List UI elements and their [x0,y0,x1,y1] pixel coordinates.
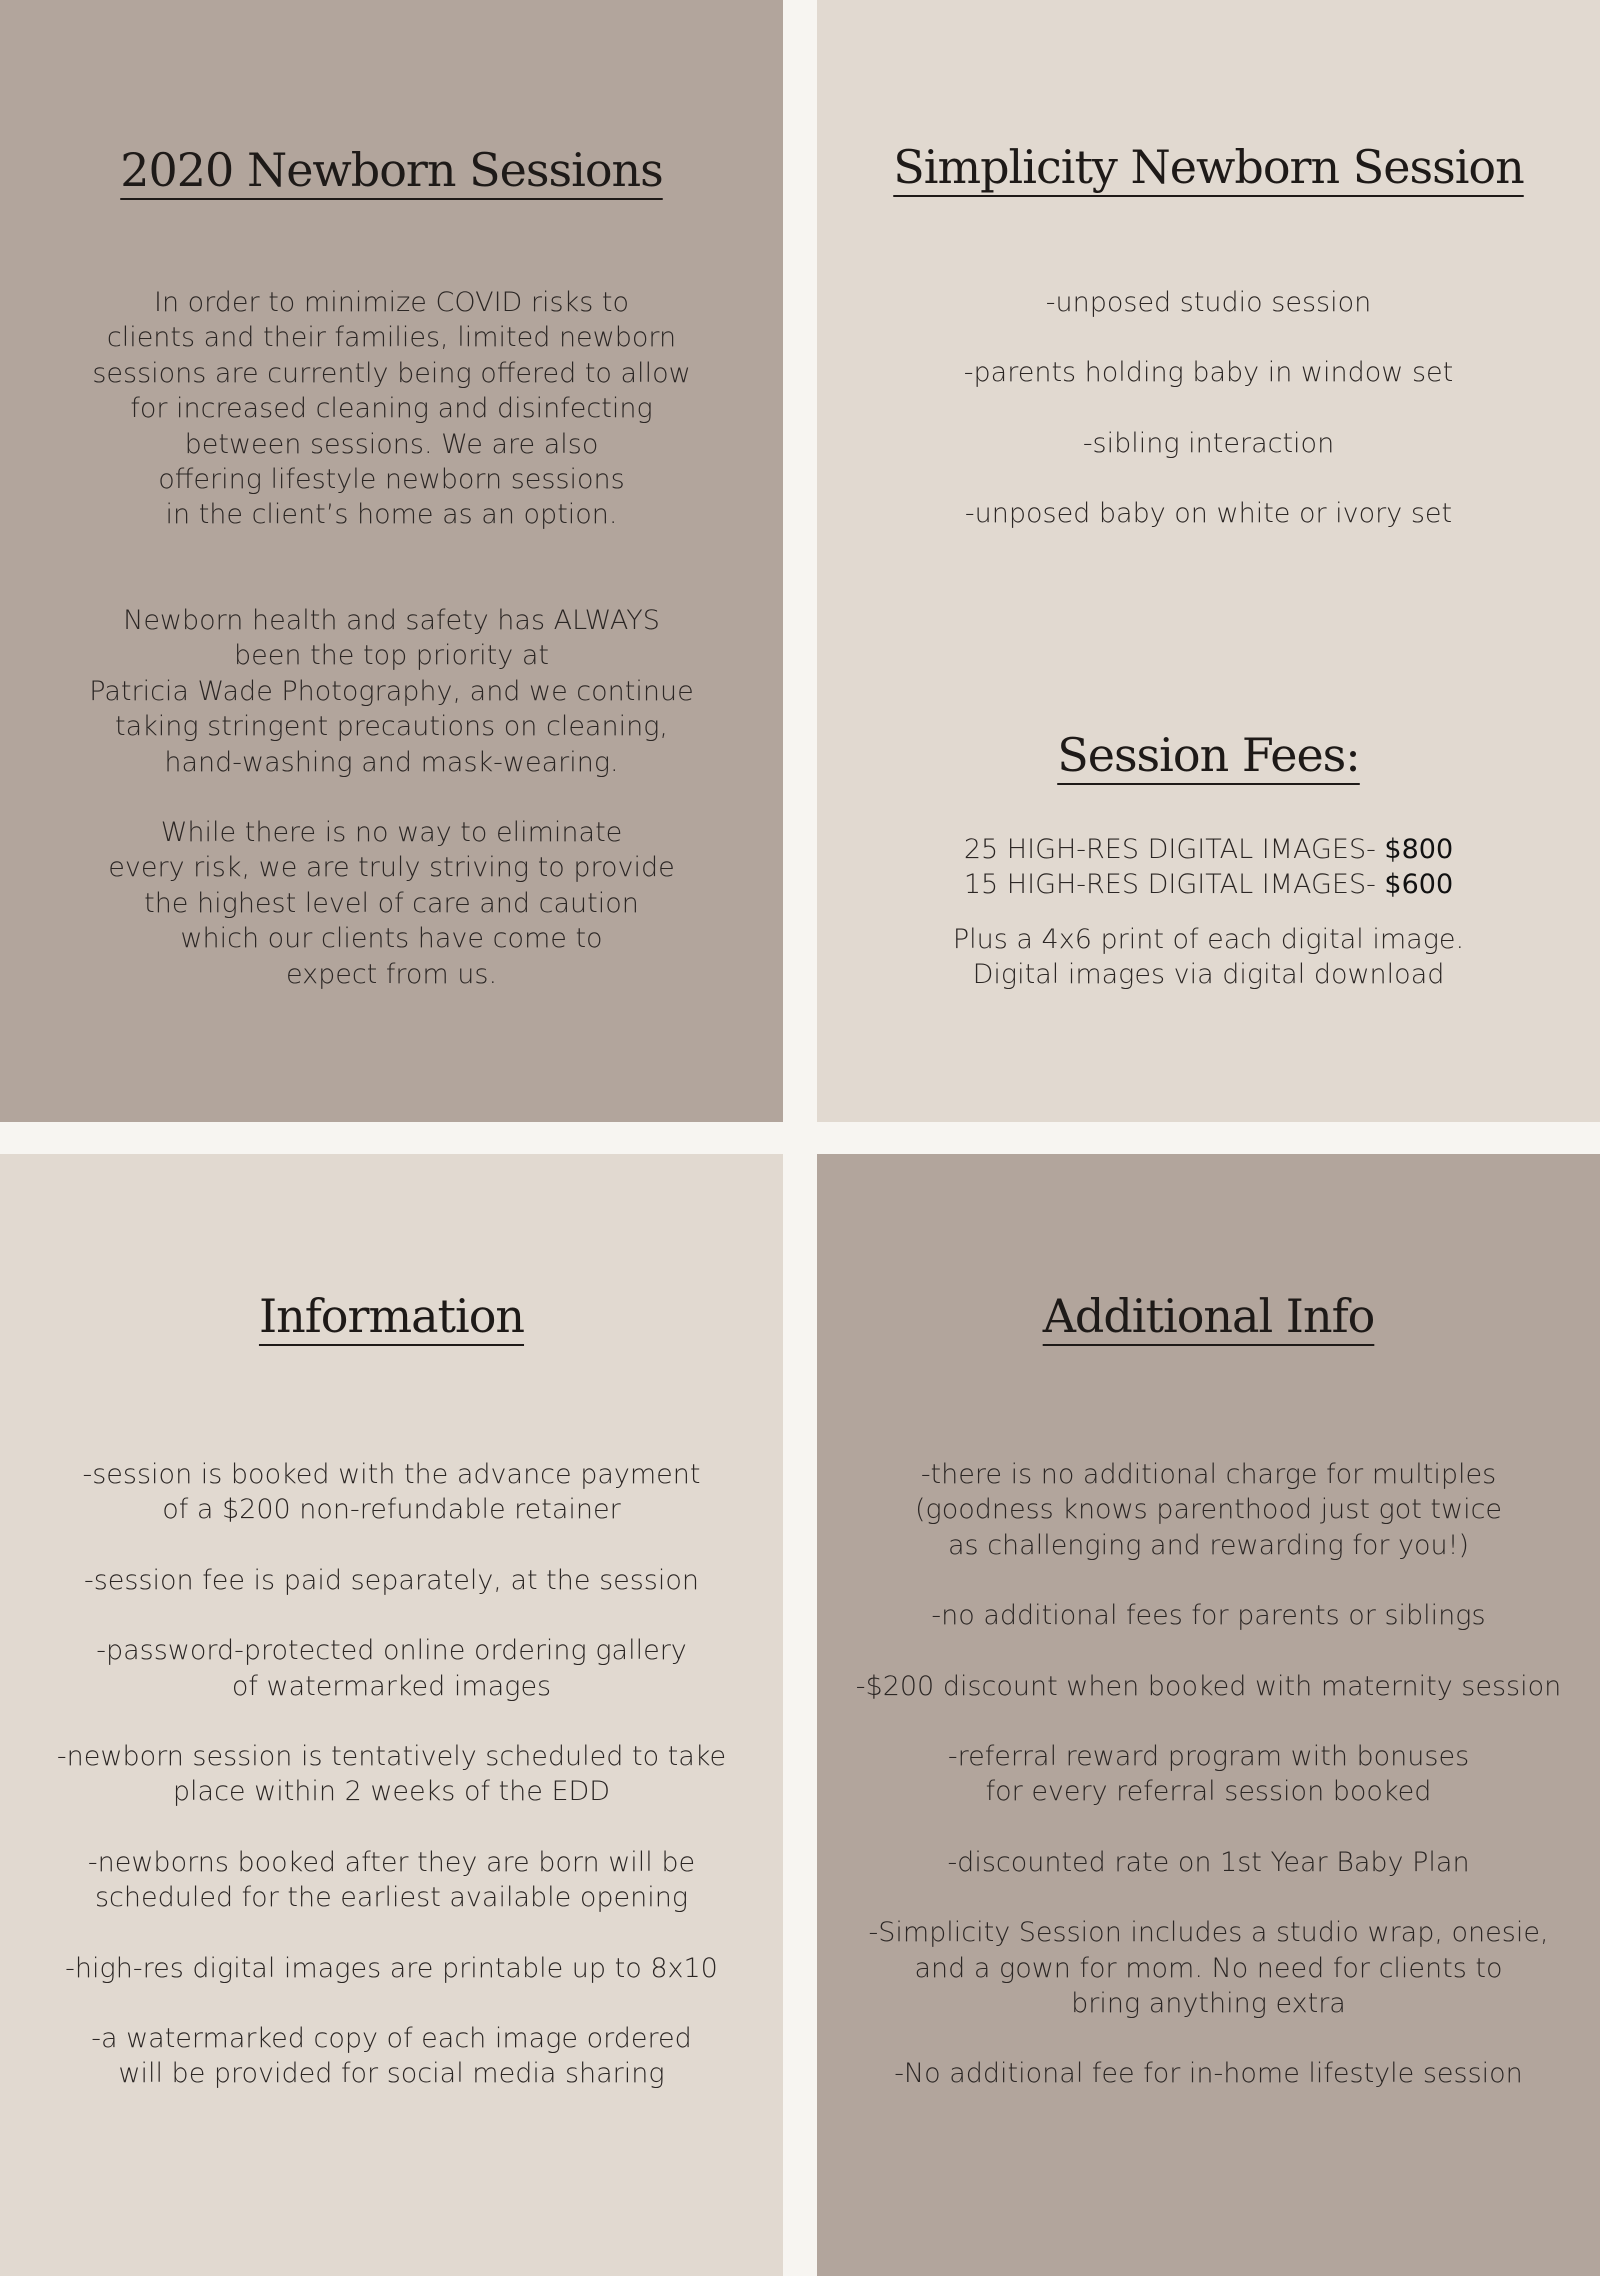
text-line: -password-protected online ordering gallery [96,1635,687,1667]
simplicity-session-panel [817,0,1600,1122]
safety-paragraph [0,603,783,780]
text-line: will be provided for social media sharing [118,2058,665,2090]
fee-price: $600 [1384,869,1454,901]
info-list [0,1457,783,2092]
list-item [817,1598,1600,1633]
text-line: offering lifestyle newborn sessions [158,464,625,496]
fee-line [817,832,1600,867]
text-line: In order to minimize COVID risks to [153,287,629,318]
list-item [0,1845,783,1916]
text-line: for every referral session booked [985,1776,1432,1808]
panel-title: 2020 Newborn Sessions [120,143,663,197]
list-item [817,2056,1600,2091]
text-line: bring anything extra [1071,1988,1346,2020]
list-item [817,1845,1600,1880]
text-line: in the client’s home as an option. [165,499,618,531]
text-line: -high-res digital images are printable up to 8x10 [65,1952,718,1984]
additional-info-panel [817,1154,1600,2276]
covid-paragraph [0,285,783,533]
text-line: between sessions. We are also [184,428,599,460]
text-line: (goodness knows parenthood just got twice [914,1494,1503,1526]
text-line: hand-washing and mask-wearing. [164,746,619,778]
text-line: of a $200 non-refundable retainer [162,1494,621,1526]
fees-list [817,832,1600,903]
text-line: Newborn health and safety has ALWAYS [123,605,660,636]
information-panel [0,1154,783,2276]
feature-list [817,285,1600,532]
text-line: -newborn session is tentatively scheduled to take [56,1741,727,1773]
text-line: -session is booked with the advance payment [82,1459,701,1490]
care-paragraph [0,815,783,992]
list-item [817,1739,1600,1810]
text-line: -$200 discount when booked with maternity session [855,1670,1562,1702]
feature-item: -sibling interaction [1082,427,1335,459]
text-line: -a watermarked copy of each image ordered [91,2023,692,2055]
text-line: Digital images via digital download [972,959,1445,991]
list-item [817,1915,1600,2021]
text-line: -newborns booked after they are born will be [87,1846,696,1878]
newborn-sessions-panel [0,0,783,1122]
text-line: expect from us. [285,958,498,990]
text-line: clients and their families, limited newborn [106,322,677,354]
fee-label: 15 HIGH-RES DIGITAL IMAGES- [963,869,1385,901]
text-line: and a gown for mom. No need for clients to [914,1952,1503,1984]
text-line: -no additional fees for parents or siblings [931,1600,1486,1632]
text-line: -session fee is paid separately, at the session [83,1564,700,1596]
list-item [0,1633,783,1704]
panel-title: Simplicity Newborn Session [893,140,1524,194]
list-item [0,2021,783,2092]
feature-item: -unposed studio session [1045,287,1372,318]
text-line: -referral reward program with bonuses [947,1741,1470,1773]
list-item [0,1739,783,1810]
list-item [817,1669,1600,1704]
feature-item: -unposed baby on white or ivory set [964,498,1453,530]
text-line: as challenging and rewarding for you!) [948,1529,1469,1561]
panel-title: Information [258,1289,525,1343]
text-line: of watermarked images [231,1670,552,1702]
list-item [0,1563,783,1598]
list-item [0,1951,783,1986]
text-line: sessions are currently being offered to allow [92,357,691,389]
panel-title: Additional Info [1042,1289,1375,1343]
text-line: for increased cleaning and disinfecting [130,393,653,425]
additional-list [817,1457,1600,2092]
text-line: -discounted rate on 1st Year Baby Plan [947,1846,1470,1878]
text-line: place within 2 weeks of the EDD [172,1776,611,1808]
fees-title: Session Fees: [1057,728,1360,782]
text-line: scheduled for the earliest available opening [94,1882,689,1914]
text-line: the highest level of care and caution [144,887,639,919]
fee-price: $800 [1384,834,1454,865]
text-line: every risk, we are truly striving to provide [108,852,675,884]
list-item [817,1457,1600,1563]
text-line: -there is no additional charge for multiples [920,1459,1497,1490]
text-line: which our clients have come to [180,923,603,955]
text-line: While there is no way to eliminate [160,817,623,848]
feature-item: -parents holding baby in window set [963,357,1454,389]
fee-line [817,867,1600,902]
text-line: Patricia Wade Photography, and we continue [89,675,694,707]
text-line: -Simplicity Session includes a studio wrap, onesie, [868,1917,1549,1949]
text-line: taking stringent precautions on cleaning, [115,711,668,743]
list-item [0,1457,783,1528]
fees-note [817,922,1600,993]
text-line: been the top priority at [234,640,549,672]
text-line: Plus a 4x6 print of each digital image. [952,924,1465,955]
fee-label: 25 HIGH-RES DIGITAL IMAGES- [963,834,1385,865]
text-line: -No additional fee for in-home lifestyle session [894,2058,1523,2090]
